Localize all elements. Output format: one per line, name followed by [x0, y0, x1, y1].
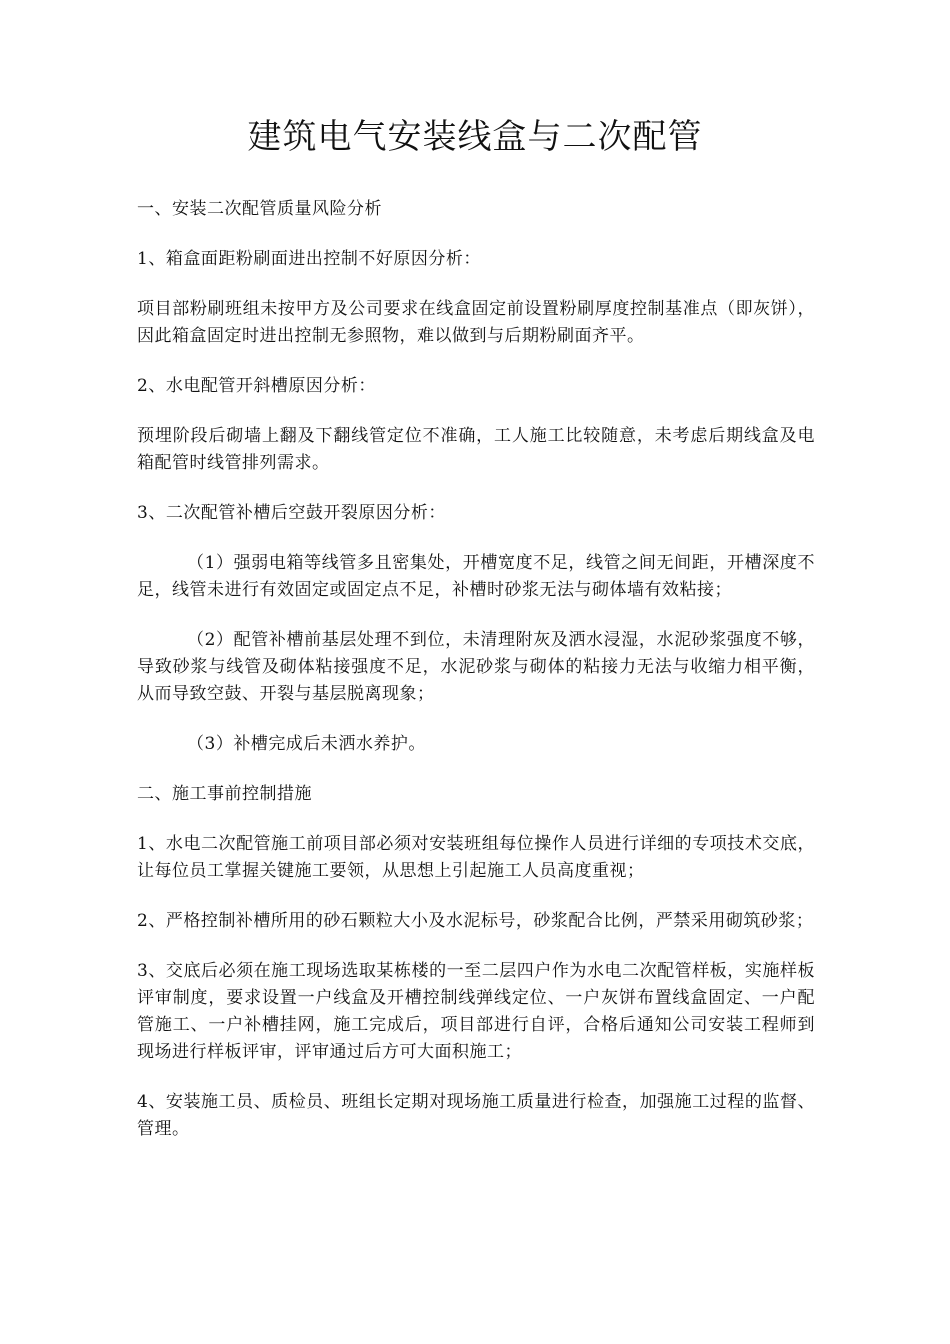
paragraph-cause-item-1: （1）强弱电箱等线管多且密集处，开槽宽度不足，线管之间无间距，开槽深度不足，线管未进行有效固定或固定点不足，补槽时砂浆无法与砌体墙有效粘接；: [137, 553, 815, 600]
subheading-diagonal-groove-cause: 2、水电配管开斜槽原因分析：: [137, 376, 376, 396]
section-heading-preventive-measures: 二、施工事前控制措施: [137, 784, 312, 804]
subheading-hollowing-cracking-cause: 3、二次配管补槽后空鼓开裂原因分析：: [137, 503, 446, 523]
paragraph-cause-item-2: （2）配管补槽前基层处理不到位，未清理附灰及洒水浸湿，水泥砂浆强度不够，导致砂浆与线管及砌体粘接强度不足，水泥砂浆与砌体的粘接力无法与收缩力相平衡，从而导致空鼓、开裂与基层脱离现象；: [137, 630, 815, 704]
paragraph-diagonal-groove-cause: 预埋阶段后砌墙上翻及下翻线管定位不准确，工人施工比较随意，未考虑后期线盒及电箱配管时线管排列需求。: [137, 426, 815, 473]
section-heading-risk-analysis: 一、安装二次配管质量风险分析: [137, 199, 382, 219]
paragraph-box-depth-cause: 项目部粉刷班组未按甲方及公司要求在线盒固定前设置粉刷厚度控制基准点（即灰饼），因此箱盒固定时进出控制无参照物，难以做到与后期粉刷面齐平。: [137, 299, 815, 346]
paragraph-cause-item-3: （3）补槽完成后未洒水养护。: [187, 734, 426, 754]
subheading-box-depth-cause: 1、箱盒面距粉刷面进出控制不好原因分析：: [137, 249, 481, 269]
paragraph-measure-2: 2、严格控制补槽所用的砂石颗粒大小及水泥标号，砂浆配合比例，严禁采用砌筑砂浆；: [137, 911, 814, 931]
paragraph-measure-1: 1、水电二次配管施工前项目部必须对安装班组每位操作人员进行详细的专项技术交底，让每位员工掌握关键施工要领，从思想上引起施工人员高度重视；: [137, 834, 815, 881]
paragraph-measure-3: 3、交底后必须在施工现场选取某栋楼的一至二层四户作为水电二次配管样板，实施样板评审制度，要求设置一户线盒及开槽控制线弹线定位、一户灰饼布置线盒固定、一户配管施工、一户补槽挂网，施工完成后，项目部进行自评，合格后通知公司安装工程师到现场进行样板评审，评审通过后方可大面积施工；: [137, 961, 815, 1062]
paragraph-measure-4: 4、安装施工员、质检员、班组长定期对现场施工质量进行检查，加强施工过程的监督、管理。: [137, 1092, 815, 1139]
document-body: [137, 196, 815, 1166]
document-title: 建筑电气安装线盒与二次配管: [247, 117, 703, 157]
